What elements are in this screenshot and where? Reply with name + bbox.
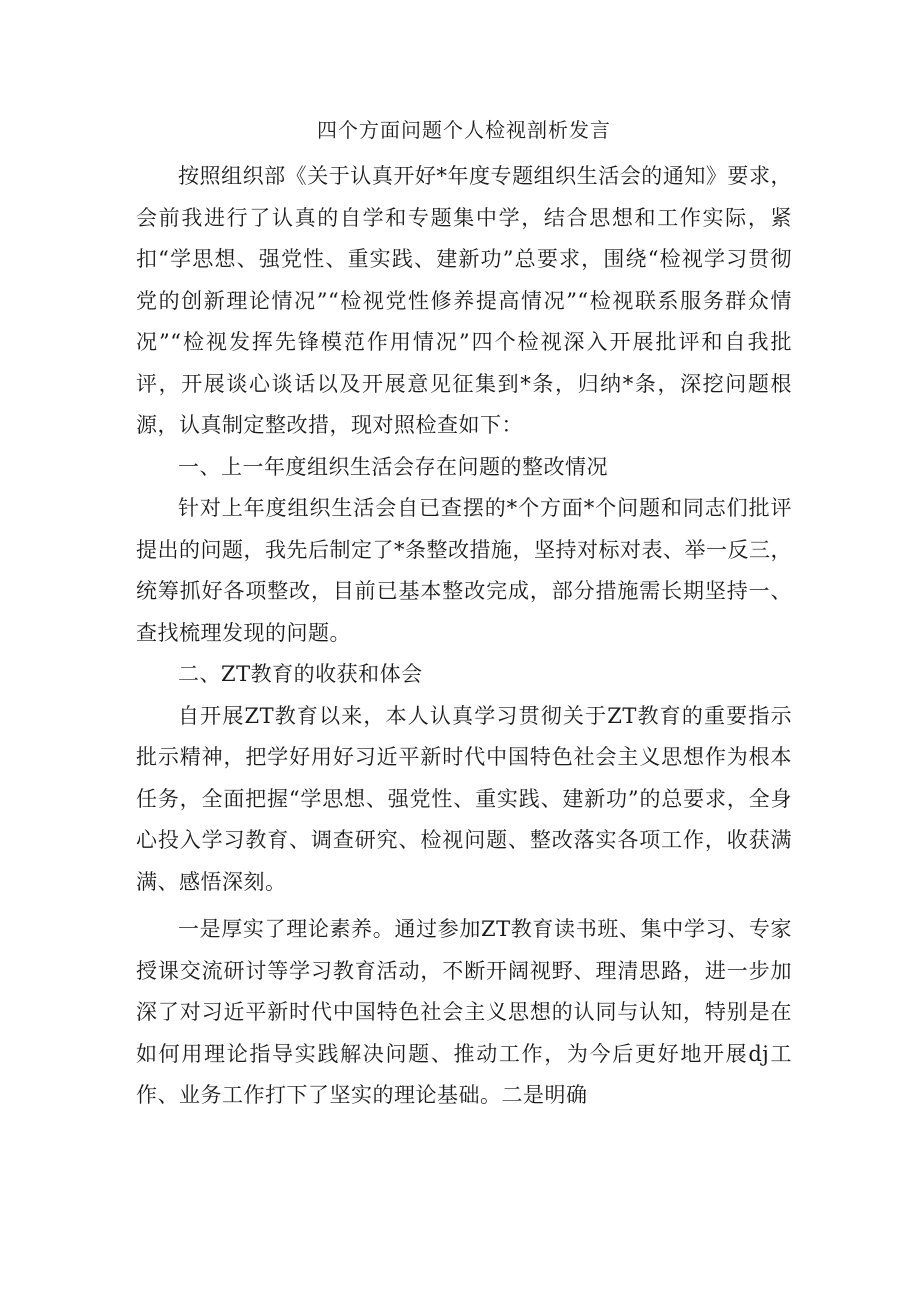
section-1-paragraph: 针对上年度组织生活会自已查摆的*个方面*个问题和同志们批评提出的问题，我先后制定了*条整改措施，坚持对标对表、举一反三，统筹抓好各项整改，目前已基本整改完成，部分措施需长期坚持一、查找梳理发现的问题。 (136, 496, 792, 645)
section-2-point-1-paragraph: 一是厚实了理论素养。通过参加ZT教育读书班、集中学习、专家授课交流研讨等学习教育活动，不断开阔视野、理清思路，进一步加深了对习近平新时代中国特色社会主义思想的认同与认知，特别是在如何用理论指导实践解决问题、推动工作，为今后更好地开展dj工作、业务工作打下了坚实的理论基础。二是明确 (136, 917, 792, 1107)
intro-paragraph: 按照组织部《关于认真开好*年度专题组织生活会的通知》要求，会前我进行了认真的自学和专题集中学，结合思想和工作实际，紧扣“学思想、强党性、重实践、建新功”总要求，围绕“检视学习贯彻党的创新理论情况”“检视党性修养提高情况”“检视联系服务群众情况”“检视发挥先锋模范作用情况”四个检视深入开展批评和自我批评，开展谈心谈话以及开展意见征集到*条，归纳*条，深挖问题根源，认真制定整改措，现对照检查如下： (136, 164, 792, 437)
section-1-heading: 一、上一年度组织生活会存在问题的整改情况 (178, 454, 608, 479)
document-title: 四个方面问题个人检视剖析发言 (317, 118, 611, 142)
section-2-paragraph: 自开展ZT教育以来，本人认真学习贯彻关于ZT教育的重要指示批示精神，把学好用好习近平新时代中国特色社会主义思想作为根本任务，全面把握“学思想、强党性、重实践、建新功”的总要求，全身心投入学习教育、调查研究、检视问题、整改落实各项工作，收获满满、感悟深刻。 (136, 703, 792, 894)
document-page (136, 112, 792, 1117)
section-2-heading: 二、ZT教育的收获和体会 (178, 662, 423, 686)
